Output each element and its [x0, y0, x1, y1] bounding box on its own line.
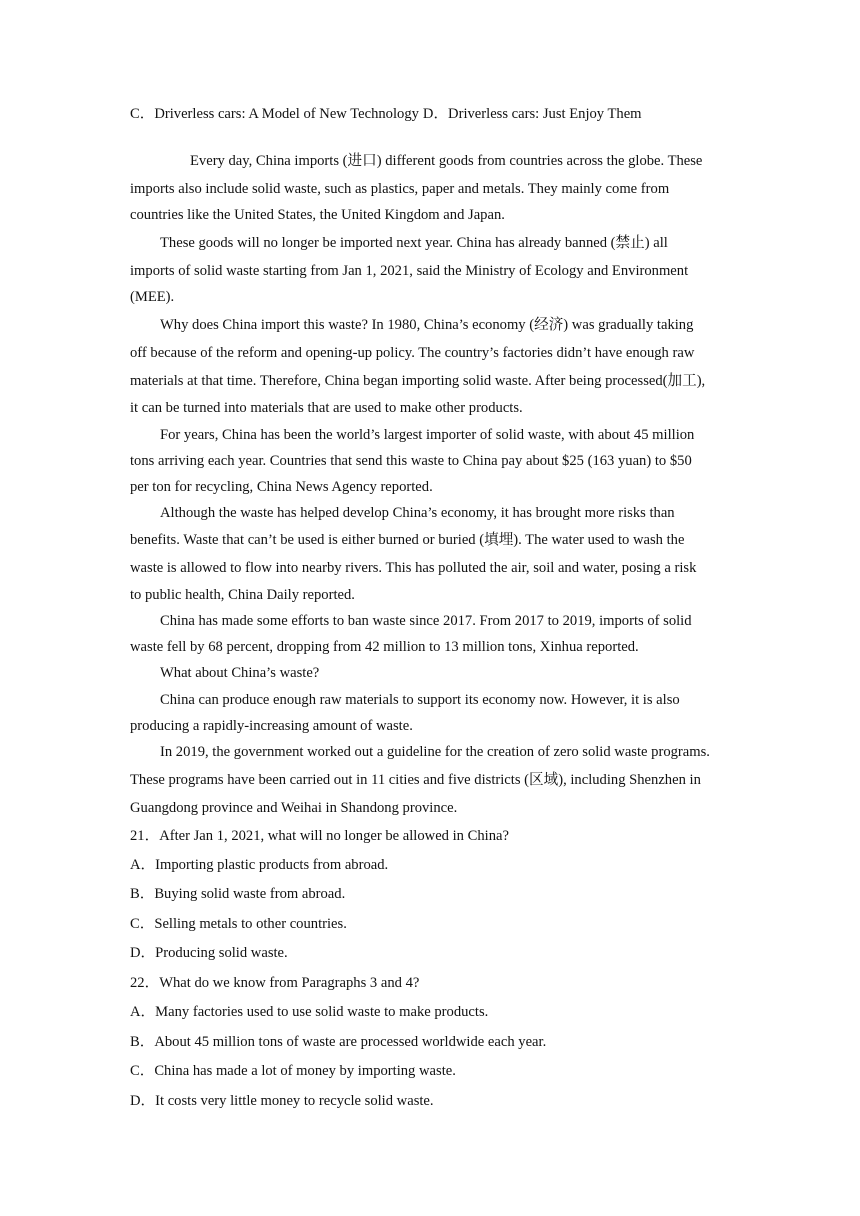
passage-line: In 2019, the government worked out a guideline for the creation of zero solid waste programs. — [160, 744, 710, 760]
previous-question-options — [130, 104, 642, 124]
passage-line: Why does China import this waste? In 1980, China’s economy (经济) was gradually taking — [160, 317, 694, 333]
passage-line: tons arriving each year. Countries that send this waste to China pay about $25 (163 yuan) to $50 — [130, 453, 692, 469]
passage-line: China has made some efforts to ban waste since 2017. From 2017 to 2019, imports of solid — [160, 613, 692, 629]
passage-line: waste is allowed to flow into nearby rivers. This has polluted the air, soil and water, posing a risk — [130, 560, 697, 576]
passage-line: waste fell by 68 percent, dropping from 42 million to 13 million tons, Xinhua reported. — [130, 639, 639, 655]
question-21-stem: 21．After Jan 1, 2021, what will no longer be allowed in China? — [130, 828, 509, 844]
passage-line: What about China’s waste? — [160, 665, 320, 681]
passage-line: Although the waste has helped develop China’s economy, it has brought more risks than — [160, 505, 675, 521]
passage-line: These programs have been carried out in 11 cities and five districts (区域), including Shenzhen in — [130, 772, 701, 788]
question-21-option-b: B．Buying solid waste from abroad. — [130, 886, 346, 902]
question-22-stem: 22．What do we know from Paragraphs 3 and 4? — [130, 975, 420, 991]
passage-line: benefits. Waste that can’t be used is either burned or buried (填埋). The water used to wash the — [130, 532, 685, 548]
passage-line: For years, China has been the world’s largest importer of solid waste, with about 45 million — [160, 427, 695, 443]
passage-line: imports of solid waste starting from Jan 1, 2021, said the Ministry of Ecology and Environment — [130, 263, 689, 279]
document-page — [130, 0, 740, 1216]
passage-line: These goods will no longer be imported next year. China has already banned (禁止) all — [160, 235, 668, 251]
passage-line: imports also include solid waste, such as plastics, paper and metals. They mainly come from — [130, 181, 670, 197]
passage-line: off because of the reform and opening-up policy. The country’s factories didn’t have enough raw — [130, 345, 695, 361]
passage-line: materials at that time. Therefore, China began importing solid waste. After being processed(加工), — [130, 373, 706, 389]
passage-line: Guangdong province and Weihai in Shandong province. — [130, 800, 458, 816]
question-22-option-a: A．Many factories used to use solid waste to make products. — [130, 1004, 489, 1020]
passage-line: China can produce enough raw materials to support its economy now. However, it is also — [160, 692, 680, 708]
option-c: C．Driverless cars: A Model of New Technology — [130, 106, 419, 122]
passage-line: producing a rapidly-increasing amount of waste. — [130, 718, 413, 734]
passage-line: (MEE). — [130, 289, 175, 305]
question-21-option-a: A．Importing plastic products from abroad. — [130, 857, 389, 873]
question-21-option-d: D．Producing solid waste. — [130, 945, 288, 961]
passage-line: it can be turned into materials that are used to make other products. — [130, 400, 523, 416]
passage-line: per ton for recycling, China News Agency reported. — [130, 479, 433, 495]
question-21-option-c: C．Selling metals to other countries. — [130, 916, 347, 932]
question-22-option-d: D．It costs very little money to recycle solid waste. — [130, 1093, 434, 1109]
passage-line: to public health, China Daily reported. — [130, 587, 355, 603]
passage-line: countries like the United States, the United Kingdom and Japan. — [130, 207, 505, 223]
question-22-option-b: B．About 45 million tons of waste are processed worldwide each year. — [130, 1034, 547, 1050]
option-d: D．Driverless cars: Just Enjoy Them — [422, 106, 642, 122]
question-22-option-c: C．China has made a lot of money by importing waste. — [130, 1063, 456, 1079]
passage-line: Every day, China imports (进口) different goods from countries across the globe. These — [190, 153, 703, 169]
